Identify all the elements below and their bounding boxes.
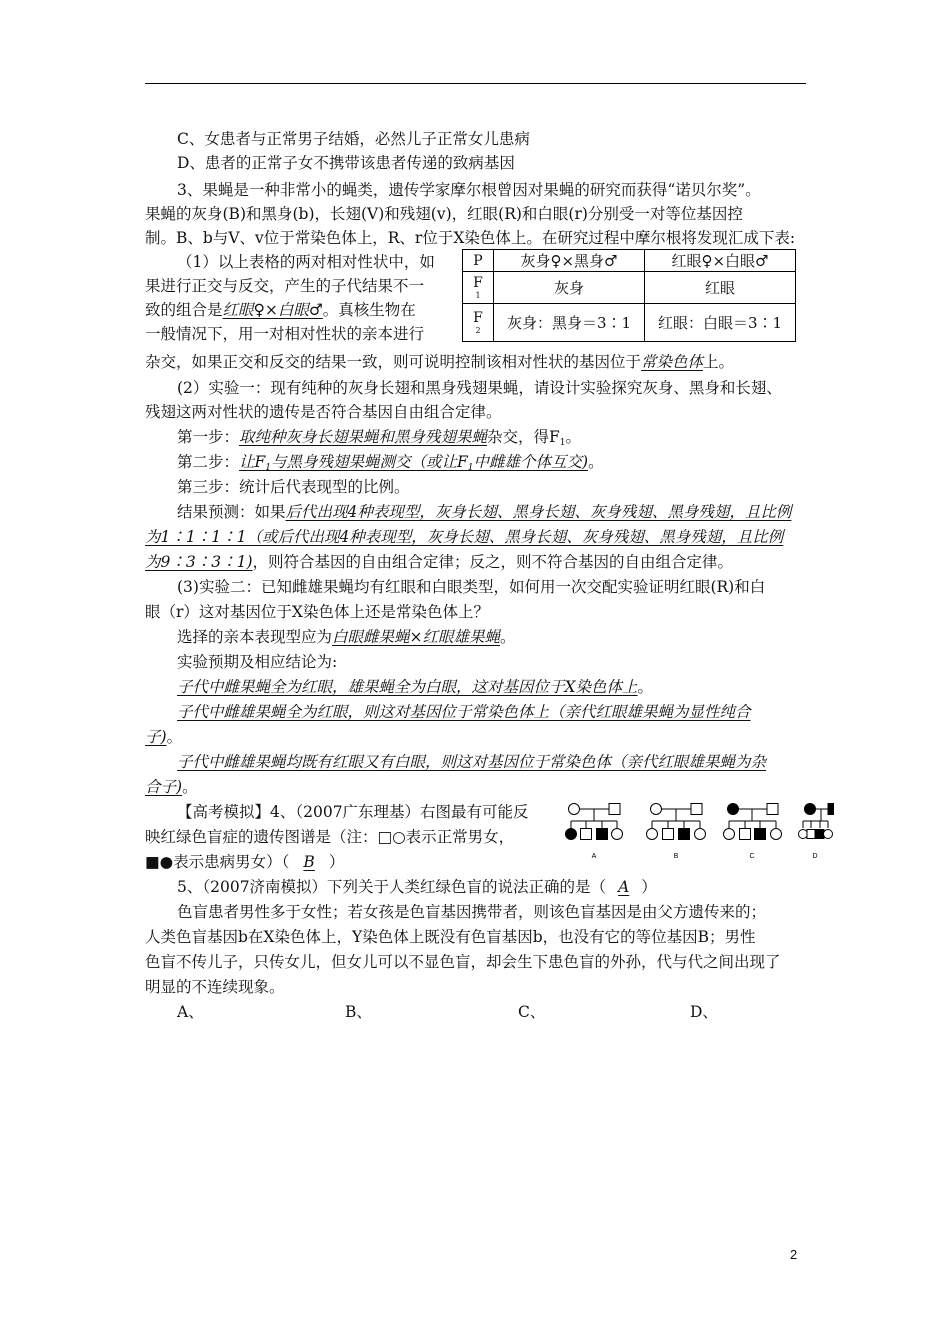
pedigree-a (566, 804, 623, 840)
header-rule (145, 83, 806, 84)
text: 第二步： (177, 453, 240, 471)
cross-1-header: 灰身♀×黑身♂ (494, 250, 645, 272)
answer: 合子) (145, 778, 183, 796)
parent-choice (177, 627, 516, 647)
pedigree-label-b: B (673, 853, 679, 860)
q3-line-1: 3、果蝇是一种非常小的蝇类，遗传学家摩尔根曾因对果蝇的研究而获得“诺贝尔奖”。 (177, 181, 761, 199)
q4-line-1: 【高考模拟】4、（2007广东理基）右图最有可能反 (177, 803, 529, 821)
f2-cross-2: 红眼：白眼＝3∶1 (645, 304, 796, 342)
answer: B (303, 853, 315, 871)
result-3-line-1 (177, 752, 766, 772)
q5-line-5: 明显的不连续现象。 (145, 978, 285, 996)
pedigree-b (647, 804, 706, 840)
answer: 取纯种灰身长翅果蝇和黑身残翅果蝇 (239, 428, 488, 446)
pedigree-label-c: C (749, 853, 755, 860)
row-label-f2 (463, 304, 494, 342)
q4-line-2: 映红绿色盲症的遗传图谱是（注：□○表示正常男女， (145, 828, 515, 846)
female-normal-icon (647, 829, 658, 840)
answer: 子代中雌果蝇全为红眼，雄果蝇全为白眼，这对基因位于X染色体上 (177, 678, 638, 696)
answer: 为9∶3∶3∶1) (145, 553, 253, 571)
text: 上。 (703, 353, 735, 371)
answer: 子) (145, 728, 167, 746)
subscript: 1 (265, 463, 272, 473)
part2-line-2: 残翅这两对性状的遗传是否符合基因自由组合定律。 (145, 403, 502, 421)
text: 5、（2007济南模拟）下列关于人类红绿色盲的说法正确的是（ (177, 878, 607, 896)
step-1 (177, 427, 581, 453)
text: 选择的亲本表现型应为 (177, 628, 333, 646)
option-c: C、女患者与正常男子结婚，必然儿子正常女儿患病 (177, 130, 530, 148)
answer: 常染色体 (641, 353, 704, 371)
text: 与黑身残翅果蝇测交（或让F (271, 453, 468, 471)
text: 。 (166, 728, 183, 746)
answer: 白眼雌果蝇×红眼雄果蝇 (332, 628, 501, 646)
male-normal-icon (767, 804, 778, 815)
answer: A (618, 878, 630, 896)
q3-line-3: 制。B、b与V、v位于常染色体上，R、r位于X染色体上。在研究过程中摩尔根将发现汇成下表: (145, 229, 796, 247)
text: 。 (500, 628, 516, 646)
female-affected-icon (805, 804, 816, 815)
text: 让F (239, 453, 266, 471)
q4-line-3 (145, 852, 344, 872)
part3-line-1: (3)实验二：已知雌雄果蝇均有红眼和白眼类型，如何用一次交配实验证明红眼(R)和白 (177, 578, 766, 596)
step-2 (177, 452, 604, 478)
text: 致的组合是 (145, 301, 223, 319)
female-affected-icon (728, 804, 739, 815)
answer-option-b: B、 (345, 1003, 372, 1021)
pedigree-label-a: A (591, 853, 597, 860)
pedigree-label-d: D (812, 853, 818, 860)
female-normal-icon (569, 804, 580, 815)
male-normal-icon (807, 830, 815, 839)
male-normal-icon (609, 804, 620, 815)
text: 。真核生物在 (322, 301, 416, 319)
female-affected-icon (566, 829, 577, 840)
male-affected-icon (816, 830, 824, 839)
part1-line-3 (145, 300, 416, 320)
male-affected-icon (828, 804, 834, 815)
female-normal-icon (724, 829, 735, 840)
female-normal-icon (824, 830, 833, 839)
label-sub: 1 (475, 290, 481, 300)
text: 杂交，如果正交和反交的结果一致，则可说明控制该相对性状的基因位于 (145, 353, 642, 371)
option-d: D、患者的正常子女不携带该患者传递的致病基因 (177, 154, 515, 172)
q3-line-2: 果蝇的灰身(B)和黑身(b)，长翅(V)和残翅(v)，红眼(R)和白眼(r)分别受一对等位基因控 (145, 205, 743, 223)
result-2-line-2 (145, 727, 182, 747)
pedigree-c (724, 804, 782, 840)
text: 。 (182, 778, 198, 796)
female-normal-icon (771, 829, 782, 840)
part1-line-2: 果进行正交与反交，产生的子代结果不一 (145, 277, 425, 295)
text: ） (328, 853, 345, 871)
answer: 红眼♀×白眼♂ (222, 301, 323, 319)
f1-cross-2: 红眼 (645, 272, 796, 304)
page-number: 2 (790, 1247, 798, 1262)
text: 。 (588, 453, 604, 471)
answer: 子代中雌雄果蝇均既有红眼又有白眼，则这对基因位于常染色体（亲代红眼雄果蝇为杂 (177, 753, 767, 771)
subscript: 1 (467, 463, 474, 473)
q5-line-1 (177, 877, 657, 897)
answer-option-d: D、 (690, 1003, 718, 1021)
male-normal-icon (691, 804, 702, 815)
q5-line-2: 色盲患者男性多于女性；若女孩是色盲基因携带者，则该色盲基因是由父方遗传来的； (177, 903, 767, 921)
f2-cross-1: 灰身：黑身＝3∶1 (494, 304, 645, 342)
result-2-line-1 (177, 702, 751, 722)
answer: 后代出现4种表现型，灰身长翅、黑身长翅、灰身残翅、黑身残翅，且比例 (285, 503, 792, 521)
male-normal-icon (581, 829, 592, 840)
cross-2-header: 红眼♀×白眼♂ (645, 250, 796, 272)
label-sub: 2 (475, 325, 481, 335)
female-normal-icon (612, 829, 623, 840)
male-affected-icon (679, 829, 690, 840)
f1-cross-1: 灰身 (494, 272, 645, 304)
expectation-heading: 实验预期及相应结论为: (177, 653, 338, 671)
answer: 为1∶1∶1∶1（或后代出现4种表现型，灰身长翅、黑身长翅、灰身残翅、黑身残翅，且比例 (145, 528, 784, 546)
text: ■●表示患病男女）（ (145, 853, 290, 871)
part1-line-5 (145, 352, 734, 372)
prediction-line-3 (145, 552, 733, 572)
text: ） (641, 878, 657, 896)
q5-line-3: 人类色盲基因b在X染色体上，Y染色体上既没有色盲基因b，也没有它的等位基因B；男性 (145, 928, 756, 946)
male-normal-icon (740, 829, 751, 840)
q5-line-4: 色盲不传儿子，只传女儿，但女儿可以不显色盲，却会生下患色盲的外孙，代与代之间出现了 (145, 953, 781, 971)
male-affected-icon (755, 829, 766, 840)
text: 。 (565, 428, 582, 446)
female-normal-icon (651, 804, 662, 815)
result-3-line-2 (145, 777, 198, 797)
text: 结果预测：如果 (177, 503, 286, 521)
answer-option-a: A、 (177, 1003, 204, 1021)
part2-line-1: (2）实验一：现有纯种的灰身长翅和黑身残翅果蝇，请设计实验探究灰身、黑身和长翅、 (177, 379, 782, 397)
text: 杂交，得F (487, 428, 560, 446)
answer (239, 453, 588, 471)
answer-option-c: C、 (518, 1003, 546, 1021)
row-label-f1 (463, 272, 494, 304)
text: 。 (637, 678, 654, 696)
text: ，则符合基因的自由组合定律；反之，则不符合基因的自由组合定律。 (252, 553, 734, 571)
subscript: 1 (559, 438, 566, 448)
step-3: 第三步：统计后代表现型的比例。 (177, 478, 410, 496)
result-1 (177, 677, 653, 697)
row-label-p: P (463, 250, 494, 272)
part3-line-2: 眼（r）这对基因位于X染色体上还是常染色体上？ (145, 603, 489, 621)
pedigree-d (799, 804, 835, 839)
male-normal-icon (663, 829, 674, 840)
answer: 子代中雌雄果蝇全为红眼，则这对基因位于常染色体上（亲代红眼雄果蝇为显性纯合 (177, 703, 751, 721)
female-normal-icon (695, 829, 706, 840)
label: F (473, 309, 483, 326)
pedigree-diagrams (562, 800, 834, 866)
prediction-line-2 (145, 527, 783, 547)
text: 第一步： (177, 428, 240, 446)
cross-results-table (462, 249, 796, 342)
female-normal-icon (799, 830, 808, 839)
label: F (473, 274, 483, 291)
male-affected-icon (597, 829, 608, 840)
part1-line-1: （1）以上表格的两对相对性状中，如 (177, 253, 435, 271)
prediction-line-1 (177, 502, 791, 522)
part1-line-4: 一般情况下，用一对相对性状的亲本进行 (145, 325, 425, 343)
text: 中雌雄个体互交) (473, 453, 589, 471)
